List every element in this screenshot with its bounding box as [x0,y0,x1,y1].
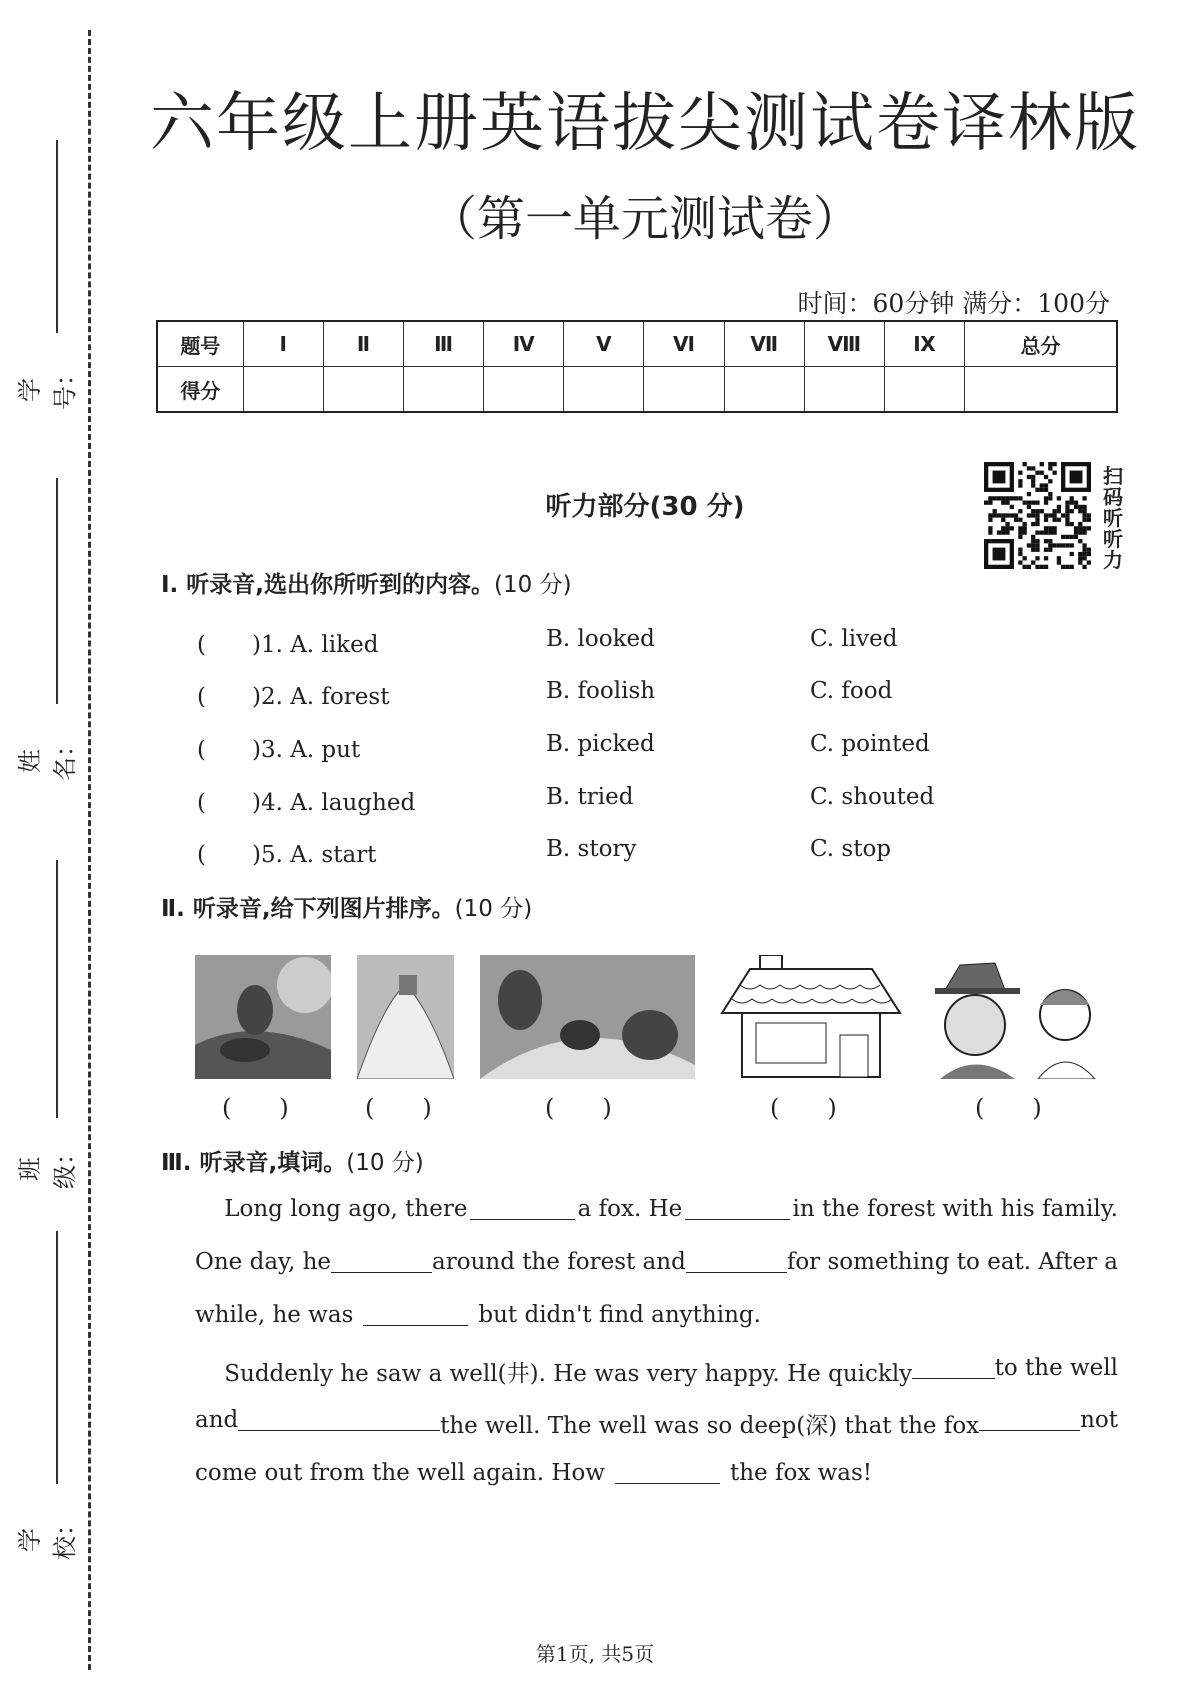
qr-caption: 扫码听听力 [1103,464,1123,572]
score-label: 得分 [157,367,243,413]
class-line [56,860,58,1118]
header-cell: Ⅲ [403,321,483,367]
score-cell [884,367,964,413]
passage-text: Suddenly he saw a well(井). He was very happy. He quickly [195,1361,913,1387]
option-c: C. shouted [810,784,935,810]
student-no-line [56,140,58,333]
score-cell [484,367,564,413]
header-cell: Ⅱ [323,321,403,367]
fill-blank[interactable] [363,1302,468,1326]
binding-dashed-line [88,30,91,1670]
score-table [156,320,1118,413]
header-cell: Ⅸ [884,321,964,367]
passage-text: come out from the well again. How [195,1460,605,1486]
header-cell: Ⅵ [644,321,724,367]
picture-house [720,955,902,1079]
header-cell: Ⅰ [243,321,323,367]
passage-text: the well. The well was so deep(深) that the fox [440,1413,980,1439]
passage-text: the fox was! [729,1460,873,1486]
score-cell [804,367,884,413]
header-cell: 题号 [157,321,243,367]
passage-line [195,1460,1118,1486]
student-no-label: 学号： [16,362,79,410]
header-cell: Ⅷ [804,321,884,367]
passage-text: for something to eat. After a [786,1249,1118,1275]
passage-line [195,1196,1118,1222]
option-c: C. lived [810,626,898,652]
listening-heading: 听力部分(30 分) [545,492,745,522]
fill-blank[interactable] [685,1196,790,1220]
picture-well-hill [357,955,454,1079]
passage-line [195,1302,1118,1328]
passage-text: One day, he [195,1249,332,1275]
fill-blank[interactable] [979,1407,1080,1431]
fill-blank[interactable] [470,1196,575,1220]
time-info: 时间：60分钟 满分：100分 [797,289,1110,318]
option-c: C. stop [810,836,892,862]
question-item[interactable]: ( )3. A. put [197,737,361,763]
passage-text: to the well [994,1355,1118,1381]
page-title: 六年级上册英语拔尖测试卷译林版 [150,87,1140,161]
option-b: B. foolish [546,678,656,704]
option-b: B. picked [546,731,655,757]
section-2-title [161,890,532,923]
section-title-text: Ⅲ. 听录音,填词。 [161,1150,347,1176]
class-label: 班级： [16,1141,79,1189]
passage-text: and [195,1407,239,1433]
section-title-text: Ⅱ. 听录音,给下列图片排序。 [161,896,455,922]
score-cell [644,367,724,413]
score-cell [965,367,1117,413]
score-cell [724,367,804,413]
passage-text: a fox. He [577,1196,683,1222]
page-subtitle: （第一单元测试卷） [428,191,861,247]
option-c: C. pointed [810,731,930,757]
answer-paren[interactable]: ( ) [222,1094,289,1122]
question-item[interactable]: ( )5. A. start [197,842,377,868]
fill-blank[interactable] [912,1355,994,1379]
score-cell [403,367,483,413]
answer-paren[interactable]: ( ) [975,1094,1042,1122]
name-label: 姓名： [16,733,79,781]
option-b: B. story [546,836,637,862]
section-points: (10 分) [454,896,533,922]
option-c: C. food [810,678,893,704]
section-title-text: Ⅰ. 听录音,选出你所听到的内容。 [161,572,495,598]
question-item[interactable]: ( )4. A. laughed [197,790,416,816]
fill-blank[interactable] [331,1249,432,1273]
picture-fox-forest [195,955,331,1079]
section-1-title [161,566,572,599]
qr-code-icon[interactable] [984,462,1091,569]
section-points: (10 分) [494,572,572,598]
passage-text: around the forest and [432,1249,686,1275]
name-line [56,478,58,704]
passage-text: but didn't find anything. [478,1302,761,1328]
passage-line [195,1407,1118,1440]
picture-man-and-boy [930,955,1110,1079]
header-cell: Ⅴ [564,321,644,367]
school-line [56,1231,58,1484]
page-footer: 第1页, 共5页 [535,1642,655,1666]
fill-blank[interactable] [238,1407,440,1431]
score-cell [564,367,644,413]
option-b: B. tried [546,784,634,810]
passage-text: in the forest with his family. [792,1196,1118,1222]
question-item[interactable]: ( )1. A. liked [197,632,379,658]
score-cell [243,367,323,413]
header-cell: Ⅶ [724,321,804,367]
section-points: (10 分) [346,1150,424,1176]
header-cell: 总分 [965,321,1117,367]
picture-animals-path [480,955,695,1079]
header-cell: Ⅳ [484,321,564,367]
school-label: 学校： [16,1512,79,1560]
passage-line [195,1355,1118,1388]
section-3-title [161,1144,424,1177]
answer-paren[interactable]: ( ) [770,1094,837,1122]
score-cell [323,367,403,413]
fill-blank[interactable] [615,1460,720,1484]
answer-paren[interactable]: ( ) [545,1094,612,1122]
passage-text: not [1080,1407,1118,1433]
passage-text: while, he was [195,1302,354,1328]
passage-text: Long long ago, there [195,1196,468,1222]
answer-paren[interactable]: ( ) [365,1094,432,1122]
option-b: B. looked [546,626,655,652]
question-item[interactable]: ( )2. A. forest [197,684,390,710]
passage-line [195,1249,1118,1275]
fill-blank[interactable] [686,1249,787,1273]
